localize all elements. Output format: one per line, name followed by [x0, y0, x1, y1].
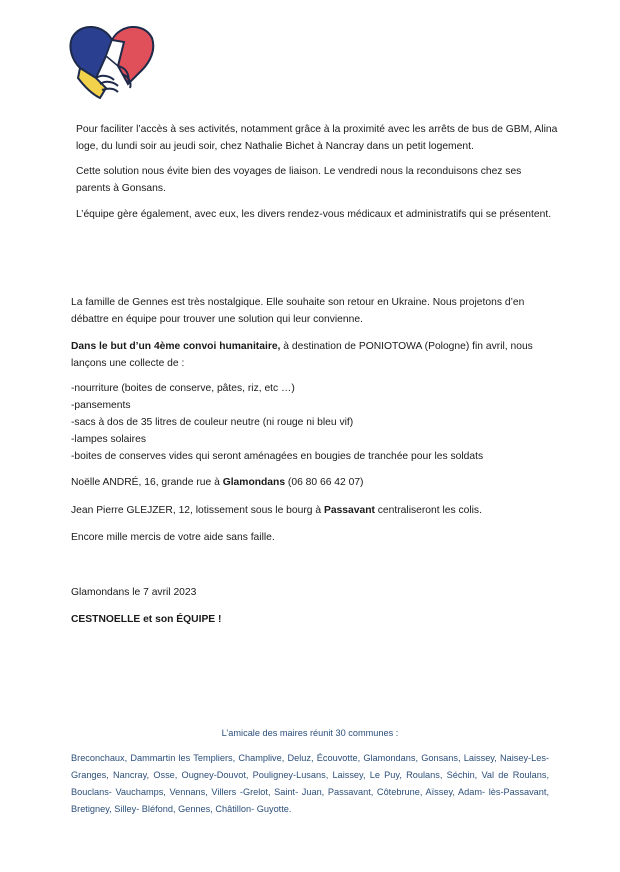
paragraph-team: L’équipe gère également, avec eux, les divers rendez-vous médicaux et administratifs qui se présentent.: [76, 209, 552, 220]
list-item: -pansements: [71, 400, 131, 411]
contact-jean-pierre: [71, 502, 558, 519]
paragraph-solution: Cette solution nous évite bien des voyages de liaison. Le vendredi nous la reconduisons chez ses parents à Gonsans.: [76, 166, 522, 194]
list-item: -boites de conserves vides qui seront aménagées en bougies de tranchée pour les soldats: [71, 451, 484, 462]
paragraph-family: La famille de Gennes est très nostalgique. Elle souhaite son retour en Ukraine. Nous projetons d’en débattre en équipe pour trouver une solution qui leur convienne.: [71, 297, 525, 325]
contact-jp-post: centraliseront les colis.: [374, 505, 482, 516]
collection-list: [71, 380, 558, 465]
footer-communes: Breconchaux, Dammartin les Templiers, Champlive, Deluz, Écouvotte, Glamondans, Gonsans, Laissey, Naisey-Les-Granges, Nancray, Osse, Ougney-Douvot, Pouligney-Lusans, Laissey, Le Puy, Roulans, Séchin, Val de Roulans, Bouclans- Vauchamps, Vennans, Villers -Grelot, Saint- Juan, Passavant, Côtebrune, Aïssey, Adam- lès-Passavant, Bretigney, Silley- Bléfond, Gennes, Châtillon- Guyotte.: [71, 753, 549, 814]
paragraph-convoy: [71, 338, 558, 372]
list-item: -sacs à dos de 35 litres de couleur neutre (ni rouge ni bleu vif): [71, 417, 354, 428]
list-item: -nourriture (boites de conserve, pâtes, riz, etc …): [71, 383, 295, 394]
contact-jp-pre: Jean Pierre GLEJZER, 12, lotissement sous le bourg à: [71, 505, 324, 516]
convoy-bold-text: Dans le but d’un 4ème convoi humanitaire,: [71, 341, 281, 352]
paragraph-access: Pour faciliter l’accès à ses activités, notamment grâce à la proximité avec les arrêts de bus de GBM, Alina loge, du lundi soir au jeudi soir, chez Nathalie Bichet à Nancray dans un petit logement.: [76, 124, 558, 152]
contact-jp-town: Passavant: [323, 505, 375, 516]
contact-noelle-phone: (06 80 66 42 07): [285, 477, 364, 488]
contact-noelle: [71, 474, 558, 491]
contact-noelle-pre: Noëlle ANDRÉ, 16, grande rue à: [71, 477, 223, 488]
thanks-line: Encore mille mercis de votre aide sans faille.: [71, 532, 275, 543]
heart-hands-logo-icon: [66, 16, 158, 108]
date-line: Glamondans le 7 avril 2023: [71, 587, 197, 598]
convoy-rest-text: à destination de PONIOTOWA (Pologne) fin avril, nous lançons une collecte de :: [71, 341, 533, 369]
footer-title: L’amicale des maires réunit 30 communes :: [221, 728, 399, 738]
list-item: -lampes solaires: [71, 434, 146, 445]
contact-noelle-town: Glamondans: [222, 477, 286, 488]
signature: CESTNOELLE et son ÉQUIPE !: [71, 614, 222, 625]
